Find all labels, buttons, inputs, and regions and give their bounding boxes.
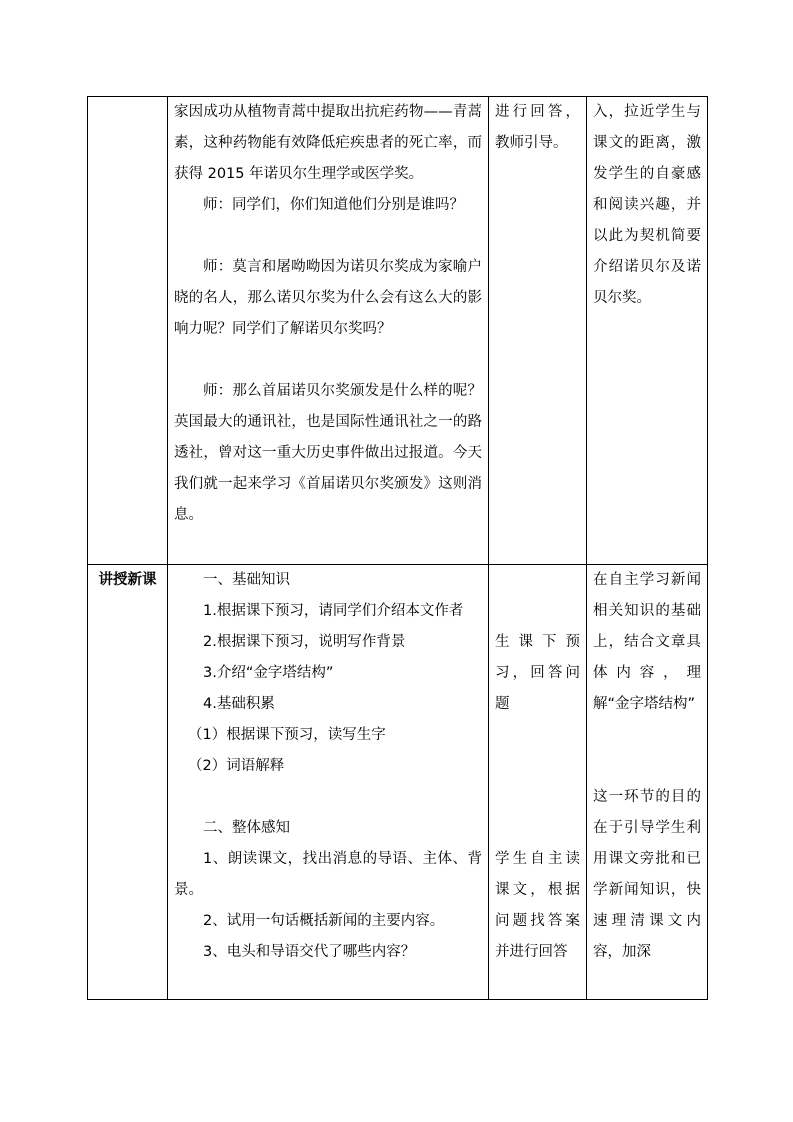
section-label: 讲授新课 bbox=[98, 572, 157, 588]
content-cell bbox=[168, 97, 489, 565]
content-item: 1.根据课下预习，请同学们介绍本文作者 bbox=[203, 603, 464, 619]
content-heading: 一、基础知识 bbox=[203, 572, 290, 588]
content-item: 1、朗读课文，找出消息的导语、主体、背景。 bbox=[174, 851, 482, 898]
design-intent-text: 入，拉近学生与课文的距离，激发学生的自豪感和阅读兴趣，并以此为契机简要介绍诺贝尔及诺贝尔奖。 bbox=[593, 104, 701, 306]
table-row-intro bbox=[88, 97, 708, 565]
content-paragraph: 师：同学们，你们知道他们分别是谁吗？ bbox=[203, 197, 464, 213]
content-item: 3.介绍“金字塔结构” bbox=[203, 665, 334, 681]
design-intent-text: 这一环节的目的在于引导学生利用课文旁批和已学新闻知识，快速理清课文内容，加深 bbox=[593, 789, 701, 960]
intent-cell bbox=[587, 97, 708, 565]
table-row-new-lesson bbox=[88, 565, 708, 1000]
content-paragraph: 师：莫言和屠呦呦因为诺贝尔奖成为家喻户晓的名人，那么诺贝尔奖为什么会有这么大的影响力呢？同学们了解诺贝尔奖吗？ bbox=[174, 259, 482, 337]
content-paragraph: 师：那么首届诺贝尔奖颁发是什么样的呢？英国最大的通讯社，也是国际性通讯社之一的路透社，曾对这一重大历史事件做出过报道。今天我们就一起来学习《首届诺贝尔奖颁发》这则消息。 bbox=[174, 383, 482, 523]
student-activity-text: 学生自主读课文，根据问题找答案并进行回答 bbox=[495, 851, 580, 960]
student-activity-text: 进行回答，教师引导。 bbox=[495, 104, 580, 151]
content-item: 2、试用一句话概括新闻的主要内容。 bbox=[203, 913, 445, 929]
activity-cell bbox=[489, 97, 587, 565]
design-intent-text: 在自主学习新闻相关知识的基础上，结合文章具体内容，理解“金字塔结构” bbox=[593, 572, 701, 712]
content-paragraph: 家因成功从植物青蒿中提取出抗疟药物——青蒿素，这种药物能有效降低疟疾患者的死亡率，而获得 2015 年诺贝尔生理学或医学奖。 bbox=[174, 104, 482, 182]
section-label-cell bbox=[88, 97, 168, 565]
content-item: 4.基础积累 bbox=[203, 696, 275, 712]
content-heading: 二、整体感知 bbox=[203, 820, 290, 836]
content-item: 2.根据课下预习，说明写作背景 bbox=[203, 634, 406, 650]
lesson-plan-table bbox=[87, 96, 708, 1000]
activity-cell bbox=[489, 565, 587, 1000]
intent-cell bbox=[587, 565, 708, 1000]
content-subitem: （2）词语解释 bbox=[188, 758, 285, 774]
section-label-cell bbox=[88, 565, 168, 1000]
content-subitem: （1）根据课下预习，读写生字 bbox=[188, 727, 386, 743]
content-item: 3、电头和导语交代了哪些内容？ bbox=[203, 944, 416, 960]
student-activity-text: 生 课 下 预 习，回答问题 bbox=[495, 634, 580, 712]
content-cell bbox=[168, 565, 489, 1000]
